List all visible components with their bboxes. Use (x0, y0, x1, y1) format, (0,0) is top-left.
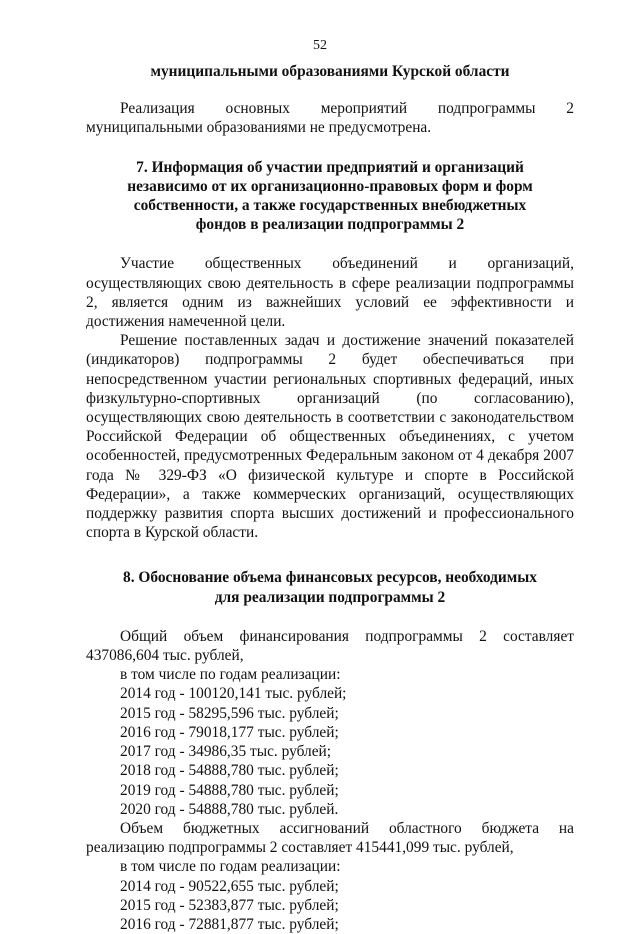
total-year-line: 2016 год - 79018,177 тыс. рублей; (120, 723, 339, 741)
total-year-line: 2014 год - 100120,141 тыс. рублей; (120, 685, 347, 703)
heading-line: независимо от их организационно-правовых форм и форм (127, 177, 533, 195)
heading-line: 7. Информация об участии предприятий и организаций (136, 158, 524, 176)
section-8-heading (86, 568, 574, 606)
page-number: 52 (313, 38, 327, 53)
heading-line: фондов в реализации подпрограммы 2 (195, 216, 465, 234)
carry-over-heading: муниципальными образованиями Курской области (150, 63, 510, 80)
total-year-line: 2015 год - 58295,596 тыс. рублей; (120, 704, 339, 722)
heading-line: 8. Обоснование объема финансовых ресурсов, необходимых (123, 569, 537, 587)
regional-year-line: 2016 год - 72881,877 тыс. рублей; (120, 915, 339, 933)
regional-year-line: 2014 год - 90522,655 тыс. рублей; (120, 877, 339, 895)
regional-budget-text: Объем бюджетных ассигнований областного бюджета на реализацию подпрограммы 2 составляет 415441,099 тыс. рублей, (86, 819, 574, 857)
total-by-years-intro: в том числе по годам реализации: (120, 666, 341, 684)
carry-over-paragraph: Реализация основных мероприятий подпрограммы 2 муниципальными образованиями не предусмотрена. (86, 100, 574, 137)
total-year-line: 2017 год - 34986,35 тыс. рублей; (120, 743, 332, 761)
total-year-line: 2020 год - 54888,780 тыс. рублей. (120, 800, 339, 818)
total-financing-text: Общий объем финансирования подпрограммы 2 составляет 437086,604 тыс. рублей, (86, 627, 574, 665)
page-content (86, 62, 574, 934)
total-year-line: 2019 год - 54888,780 тыс. рублей; (120, 781, 339, 799)
total-year-line: 2018 год - 54888,780 тыс. рублей; (120, 762, 339, 780)
section-7-paragraph: Участие общественных объединений и организаций, осуществляющих свою деятельность в сфере реализации подпрограммы 2, является одним из важнейших условий ее эффективности и достижения намеченной цели. (86, 255, 574, 331)
regional-by-years-intro: в том числе по годам реализации: (120, 858, 341, 876)
heading-line: собственности, а также государственных внебюджетных (133, 197, 527, 215)
section-7-paragraph: Решение поставленных задач и достижение значений показателей (индикаторов) подпрограммы 2 будет обеспечиваться при непосредственном участии региональных спортивных федераций, иных физкультурно-спортивных организаций (по согласованию), осуществляющих свою деятельность в соответствии с законодательством Российской Федерации об общественных объединениях, с учетом особенностей, предусмотренных Федеральным законом от 4 декабря 2007 года № 329-ФЗ «О физической культуре и спорте в Российской Федерации», а также коммерческих организаций, осуществляющих поддержку развития спорта высших достижений и профессионального спорта в Курской области. (86, 332, 574, 542)
regional-year-line: 2015 год - 52383,877 тыс. рублей; (120, 896, 339, 914)
section-7-heading (86, 158, 574, 235)
heading-line: для реализации подпрограммы 2 (214, 588, 446, 606)
